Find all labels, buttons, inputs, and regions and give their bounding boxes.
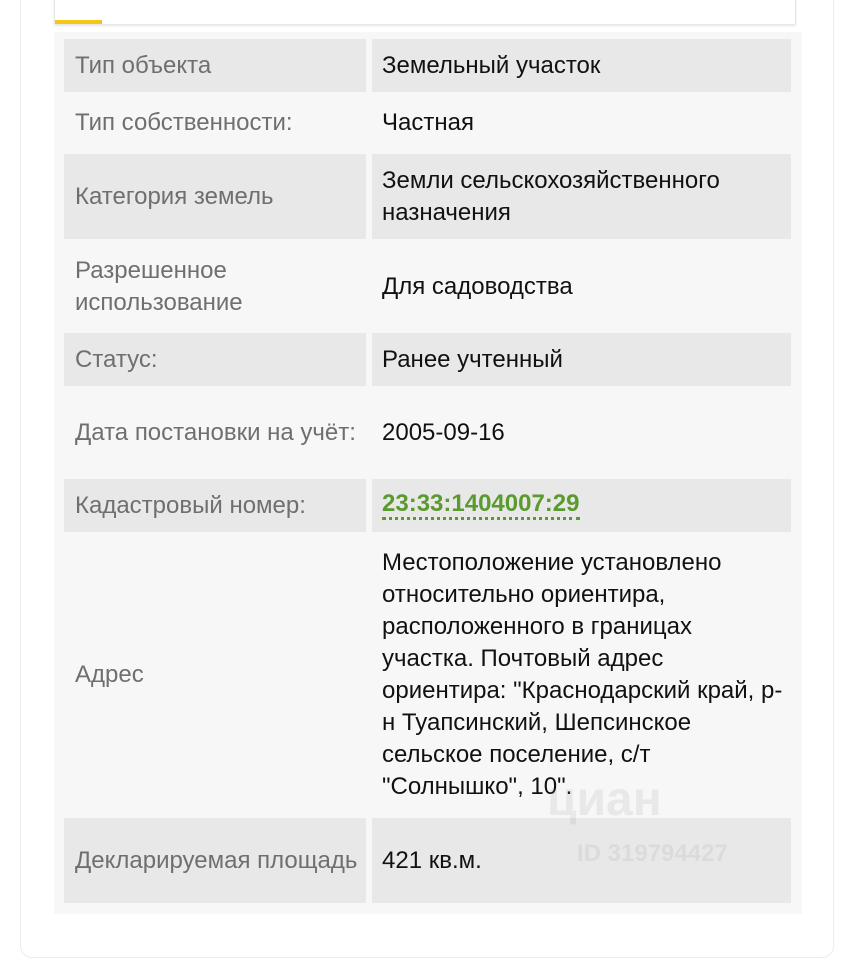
row-value: Для садоводства: [382, 272, 573, 300]
row-label: Разрешенное использование: [75, 256, 243, 316]
row-label: Тип объекта: [64, 39, 366, 92]
table-row-land-category: [64, 154, 791, 239]
table-row-permitted-use: [64, 244, 791, 329]
row-value: 2005-09-16: [382, 418, 505, 446]
accent-bar: [55, 20, 102, 24]
row-value: Ранее учтенный: [372, 333, 791, 386]
row-label: Дата постановки на учёт:: [75, 418, 356, 446]
row-label: Категория земель: [64, 154, 366, 239]
row-value: Местоположение установлено относительно ориентира, расположенного в границах участка. Почтовый адрес ориентира: "Краснодарский край, р-н Туапсинский, Шепсинское сельское поселение, с/т "Солнышко", 10".: [382, 549, 783, 800]
table-row-status: [64, 333, 791, 386]
row-label: Статус:: [64, 333, 366, 386]
row-value: Земельный участок: [372, 39, 791, 92]
cadastral-number-link[interactable]: 23:33:1404007:29: [382, 491, 580, 520]
table-row-declared-area: [64, 818, 791, 903]
row-value: [372, 479, 791, 532]
property-info-table: [54, 32, 802, 914]
table-row-address: [64, 537, 791, 813]
row-value: 421 кв.м.: [372, 818, 791, 903]
row-label: Кадастровый номер:: [64, 479, 366, 532]
row-label: Адрес: [75, 661, 144, 688]
row-value: Частная: [382, 108, 474, 136]
table-row-cadastral-number: [64, 479, 791, 532]
table-row-registration-date: [64, 390, 791, 475]
row-value: Земли сельскохозяйственного назначения: [372, 154, 791, 239]
row-label: Декларируемая площадь: [64, 818, 366, 903]
table-row-object-type: [64, 39, 791, 92]
table-row-ownership-type: [64, 96, 791, 149]
row-label: Тип собственности:: [75, 108, 293, 136]
header-card: [54, 0, 796, 24]
